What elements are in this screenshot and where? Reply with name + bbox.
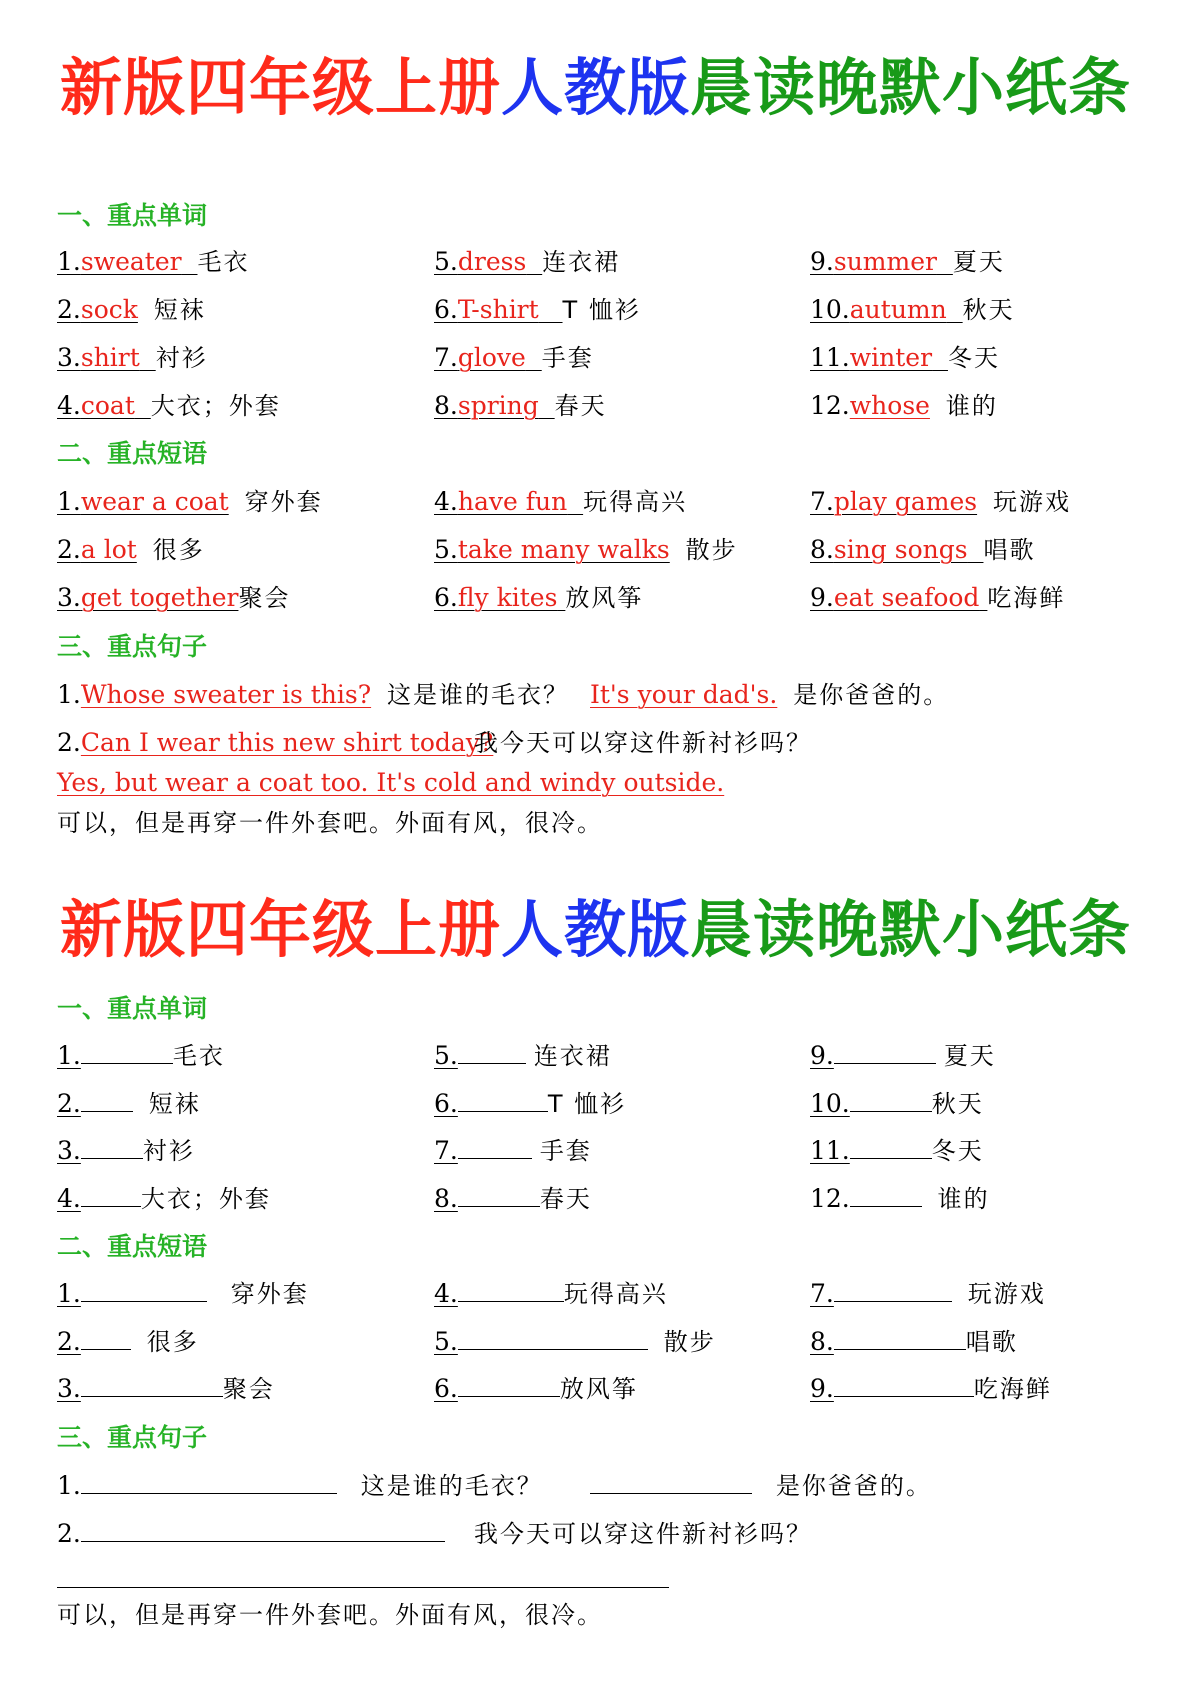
fill-blank[interactable]: [81, 1277, 207, 1302]
phrase-blank-item: 7. 玩游戏: [810, 1279, 1046, 1308]
sentence-translation: 我今天可以穿这件新衬衫吗？: [474, 1520, 812, 1548]
answer-line[interactable]: [57, 1587, 669, 1588]
word-item: 12.whose 谁的: [810, 391, 998, 420]
phrase-item: 6.fly kites 放风筝: [434, 583, 644, 612]
word-blank-item: 8. 春天: [434, 1184, 592, 1213]
fill-blank[interactable]: [850, 1182, 922, 1207]
page-title: [0, 48, 1191, 128]
section-phrases-heading: 二、重点短语: [57, 439, 208, 468]
word-blank-item: 4. 大衣；外套: [57, 1184, 271, 1213]
fill-blank[interactable]: [81, 1134, 143, 1159]
sentence-blank-answer: 是你爸爸的。: [590, 1469, 932, 1503]
section-words-heading: 一、重点单词: [57, 201, 208, 230]
word-item: 4.coat 大衣；外套: [57, 391, 281, 420]
word-item: 2.sock 短袜: [57, 295, 206, 324]
word-blank-item: 7. 手套: [434, 1136, 592, 1165]
fill-blank[interactable]: [458, 1277, 564, 1302]
phrase-blank-item: 4. 玩得高兴: [434, 1279, 668, 1308]
fill-blank[interactable]: [834, 1372, 974, 1397]
fill-blank[interactable]: [81, 1087, 133, 1112]
word-item: 5.dress 连衣裙: [434, 247, 621, 276]
title-blue: 人教版: [500, 893, 690, 966]
fill-blank[interactable]: [458, 1087, 548, 1112]
sentence-answer: Yes, but wear a coat too. It's cold and windy outside.: [57, 768, 725, 797]
sentence-translation: 我今天可以穿这件新衬衫吗？: [474, 729, 812, 757]
phrase-item: 1.wear a coat 穿外套: [57, 487, 323, 516]
fill-blank[interactable]: [458, 1372, 560, 1397]
phrase-blank-item: 8. 唱歌: [810, 1327, 1018, 1356]
word-blank-item: 10. 秋天: [810, 1089, 984, 1118]
fill-blank[interactable]: [834, 1325, 966, 1350]
phrase-blank-item: 2. 很多: [57, 1327, 199, 1356]
word-blank-item: 2. 短袜: [57, 1089, 201, 1118]
section-sentences-heading: 三、重点句子: [57, 632, 208, 661]
phrase-item: 9.eat seafood 吃海鲜: [810, 583, 1066, 612]
sentence-item: 1.Whose sweater is this? 这是谁的毛衣？: [57, 680, 569, 709]
word-item: 1.sweater 毛衣: [57, 247, 250, 276]
phrase-blank-item: 5. 散步: [434, 1327, 716, 1356]
sentence-answer-translation: 可以，但是再穿一件外套吧。外面有风，很冷。: [57, 1601, 603, 1629]
phrase-item: 8.sing songs 唱歌: [810, 535, 1036, 564]
word-item: 10.autumn 秋天: [810, 295, 1015, 324]
title-blue: 人教版: [500, 51, 690, 124]
phrase-item: 3.get together聚会: [57, 583, 291, 612]
phrase-blank-item: 1. 穿外套: [57, 1279, 309, 1308]
word-blank-item: 3. 衬衫: [57, 1136, 195, 1165]
word-item: 6.T-shirt T 恤衫: [434, 295, 641, 324]
section-sentences-heading: 三、重点句子: [57, 1423, 208, 1452]
word-item: 8.spring 春天: [434, 391, 607, 420]
phrase-item: 4.have fun 玩得高兴: [434, 487, 688, 516]
sentence-blank-item: 1. 这是谁的毛衣？: [57, 1471, 543, 1500]
word-item: 11.winter 冬天: [810, 343, 1000, 372]
phrase-item: 2.a lot 很多: [57, 535, 205, 564]
word-blank-item: 11. 冬天: [810, 1136, 984, 1165]
fill-blank[interactable]: [850, 1134, 932, 1159]
word-blank-item: 5. 连衣裙: [434, 1041, 612, 1070]
phrase-blank-item: 9. 吃海鲜: [810, 1374, 1052, 1403]
word-blank-item: 9. 夏天: [810, 1041, 996, 1070]
word-item: 9.summer 夏天: [810, 247, 1005, 276]
fill-blank[interactable]: [850, 1087, 932, 1112]
word-item: 3.shirt 衬衫: [57, 343, 208, 372]
sentence-item: 2.Can I wear this new shirt today?: [57, 728, 494, 757]
section-phrases-heading: 二、重点短语: [57, 1232, 208, 1261]
fill-blank[interactable]: [834, 1039, 936, 1064]
fill-blank[interactable]: [458, 1039, 526, 1064]
word-item: 7.glove 手套: [434, 343, 594, 372]
word-blank-item: 12. 谁的: [810, 1184, 990, 1213]
fill-blank[interactable]: [81, 1039, 173, 1064]
phrase-item: 5.take many walks 散步: [434, 535, 738, 564]
title-green: 晨读晚默小纸条: [690, 893, 1132, 966]
fill-blank[interactable]: [81, 1469, 337, 1494]
word-blank-item: 1. 毛衣: [57, 1041, 225, 1070]
fill-blank[interactable]: [81, 1372, 223, 1397]
page-title: [0, 890, 1191, 970]
fill-blank[interactable]: [458, 1325, 648, 1350]
word-blank-item: 6. T 恤衫: [434, 1089, 627, 1118]
sentence-answer-translation: 可以，但是再穿一件外套吧。外面有风，很冷。: [57, 809, 603, 837]
fill-blank[interactable]: [458, 1182, 540, 1207]
fill-blank[interactable]: [81, 1325, 131, 1350]
title-green: 晨读晚默小纸条: [690, 51, 1132, 124]
sentence-answer: It's your dad's. 是你爸爸的。: [590, 680, 950, 709]
title-red: 新版四年级上册: [59, 893, 501, 966]
fill-blank[interactable]: [81, 1517, 445, 1542]
fill-blank[interactable]: [834, 1277, 952, 1302]
title-red: 新版四年级上册: [59, 51, 501, 124]
phrase-item: 7.play games 玩游戏: [810, 487, 1071, 516]
phrase-blank-item: 6. 放风筝: [434, 1374, 638, 1403]
fill-blank[interactable]: [81, 1182, 141, 1207]
section-words-heading: 一、重点单词: [57, 994, 208, 1023]
phrase-blank-item: 3. 聚会: [57, 1374, 275, 1403]
sentence-blank-item: 2.: [57, 1517, 445, 1551]
fill-blank[interactable]: [590, 1469, 752, 1494]
fill-blank[interactable]: [458, 1134, 532, 1159]
